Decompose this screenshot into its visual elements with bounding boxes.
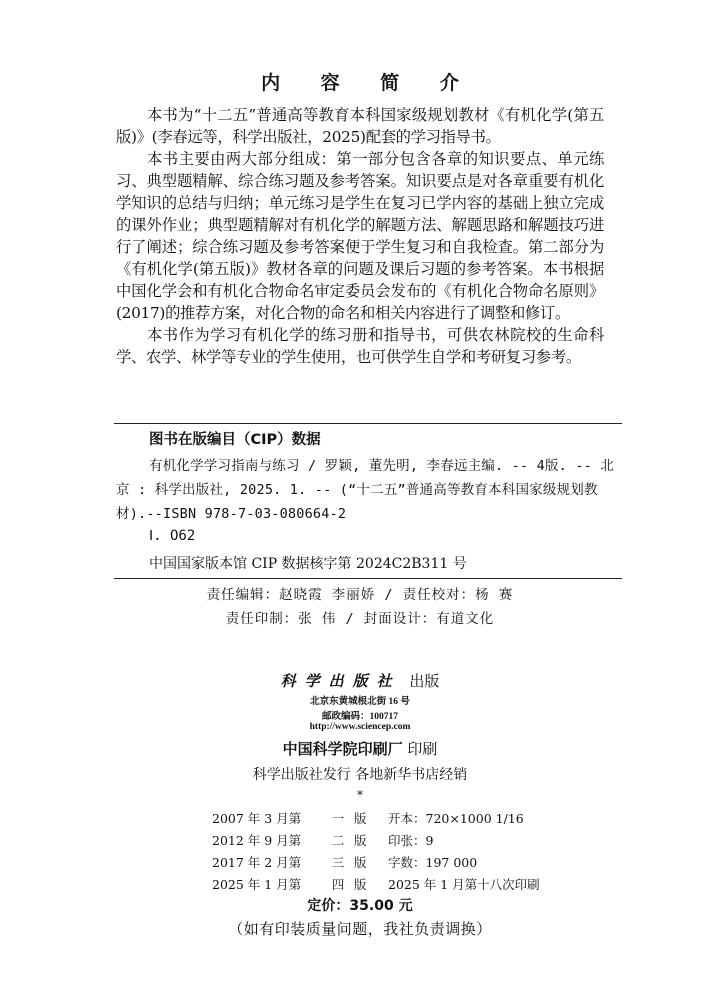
edition-table xyxy=(212,808,540,896)
edition-info: 印张：9 xyxy=(388,833,434,848)
page-title: 内 容 简 介 xyxy=(261,72,476,94)
separator-star: * xyxy=(357,788,363,802)
edition-label: 版 xyxy=(354,811,367,826)
edition-label: 版 xyxy=(354,855,367,870)
cip-bottom-rule xyxy=(114,578,622,579)
edition-label: 版 xyxy=(354,833,367,848)
publisher-action: 出版 xyxy=(409,672,440,690)
cip-top-rule xyxy=(114,423,622,424)
cip-check-number: 中国国家版本馆 CIP 数据核字第 2024C2B311 号 xyxy=(149,556,467,572)
edition-row xyxy=(212,808,540,830)
edition-number: 一 xyxy=(331,811,345,826)
edition-label: 版 xyxy=(354,877,367,892)
publisher-postcode: 邮政编码：100717 xyxy=(321,712,398,722)
printer-name: 中国科学院印刷厂 xyxy=(282,740,403,758)
edition-row xyxy=(212,874,540,896)
cip-classification: Ⅰ. O62 xyxy=(149,528,196,544)
publisher-website: http://www.sciencep.com xyxy=(309,722,411,732)
edition-number: 三 xyxy=(331,855,345,870)
price: 定价：35.00 元 xyxy=(307,898,413,914)
intro-paragraph-2: 本书主要由两大部分组成：第一部分包含各章的知识要点、单元练习、典型题精解、综合练习题及参考答案。知识要点是对各章重要有机化学知识的总结与归纳；单元练习是学生在复习已学内容的基础上独立完成的课外作业；典型题精解对有机化学的解题方法、解题思路和解题技巧进行了阐述；综合练习题及参考答案便于学生复习和自我检查。第二部分为《有机化学(第五版)》教材各章的问题及课后习题的参考答案。本书根据中国化学会和有机化合物命名审定委员会发布的《有机化合物命名原则》(2017)的推荐方案，对化合物的命名和相关内容进行了调整和修订。 xyxy=(116,150,604,322)
edition-info: 字数：197 000 xyxy=(388,855,478,870)
intro-section xyxy=(116,104,604,368)
intro-paragraph-3: 本书作为学习有机化学的练习册和指导书，可供农林院校的生命科学、农学、林学等专业的学生使用，也可供学生自学和考研复习参考。 xyxy=(116,326,604,366)
credits-editors: 责任编辑：赵晓霞 李丽娇 / 责任校对：杨 赛 xyxy=(206,587,514,603)
printer-line xyxy=(0,738,720,759)
distribution-line: 科学出版社发行 各地新华书店经销 xyxy=(252,767,468,783)
credits-production: 责任印制：张 伟 / 封面设计：有道文化 xyxy=(225,611,495,627)
edition-info: 2025 年 1 月第十八次印刷 xyxy=(388,877,540,892)
edition-info: 开本：720×1000 1/16 xyxy=(388,811,524,826)
quality-notice: （如有印装质量问题，我社负责调换） xyxy=(228,920,492,938)
intro-paragraph-1: 本书为“十二五”普通高等教育本科国家级规划教材《有机化学(第五版)》(李春远等，科学出版社，2025)配套的学习指导书。 xyxy=(116,106,604,146)
edition-number: 四 xyxy=(331,877,345,892)
edition-date: 2007 年 3 月第 xyxy=(212,811,302,826)
publisher-address: 北京东黄城根北街 16 号 xyxy=(310,697,410,707)
cip-record-text: 有机化学学习指南与练习 / 罗颖, 董先明, 李春远主编. -- 4版. -- 北京 : 科学出版社, 2025. 1. -- (“十二五”普通高等教育本科国家级规划教材).--ISBN 978-7-03-080664-2 xyxy=(116,458,614,522)
edition-date: 2025 年 1 月第 xyxy=(212,877,302,892)
edition-row xyxy=(212,830,540,852)
printer-action: 印刷 xyxy=(407,740,438,758)
cip-title: 图书在版编目（CIP）数据 xyxy=(149,432,321,448)
edition-date: 2017 年 2 月第 xyxy=(212,855,302,870)
publisher-line xyxy=(0,670,720,691)
edition-date: 2012 年 9 月第 xyxy=(212,833,302,848)
edition-number: 二 xyxy=(331,833,345,848)
cip-record xyxy=(116,454,616,526)
edition-row xyxy=(212,852,540,874)
publisher-name: 科学出版社 xyxy=(280,672,401,690)
